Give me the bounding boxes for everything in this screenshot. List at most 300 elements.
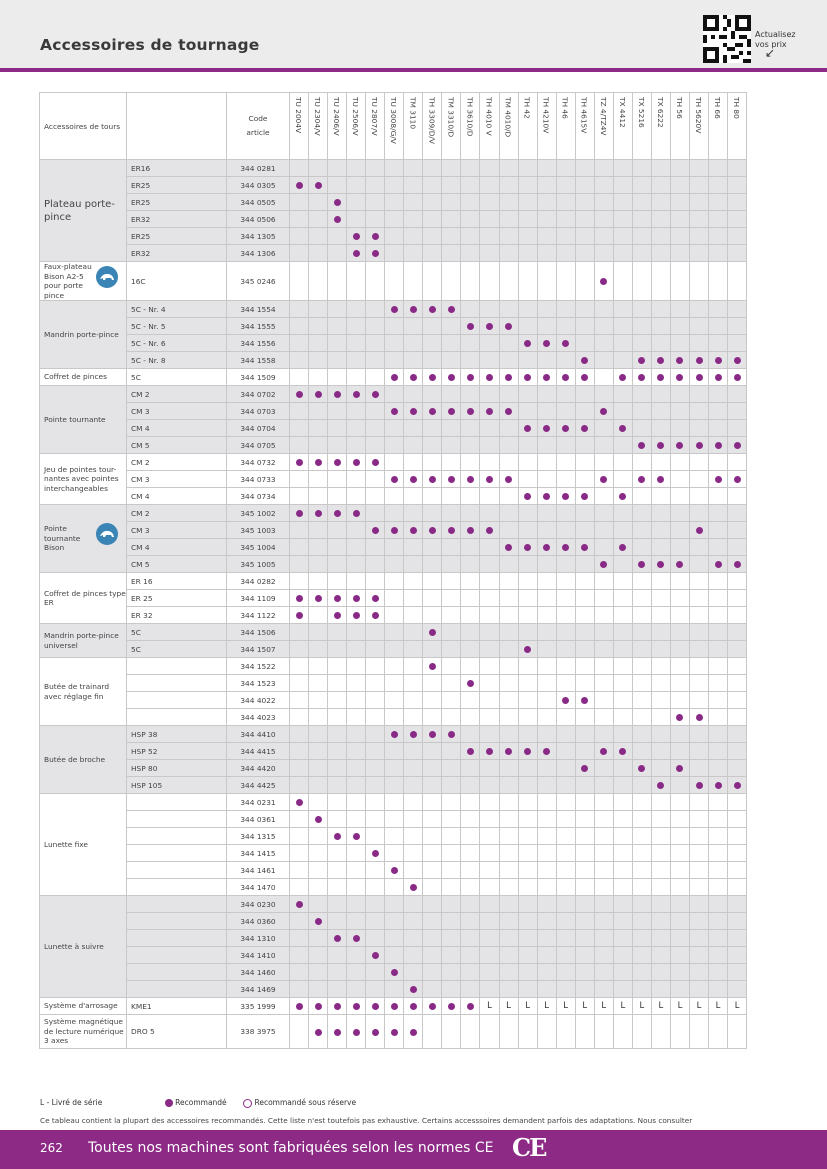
compat-cell (556, 177, 575, 194)
compat-cell (575, 675, 594, 692)
compat-cell (518, 607, 537, 624)
compat-cell (651, 471, 670, 488)
machine-name: TU 2807/V (370, 97, 380, 136)
recommended-dot-icon (562, 374, 569, 381)
compat-cell (728, 658, 747, 675)
compat-cell (442, 177, 461, 194)
compat-cell (499, 607, 518, 624)
compat-cell (537, 454, 556, 471)
compat-cell (480, 573, 499, 590)
recommended-dot-icon (315, 182, 322, 189)
compat-cell (594, 811, 613, 828)
group-label (40, 794, 127, 896)
recommended-dot-icon (334, 510, 341, 517)
compat-cell (594, 879, 613, 896)
update-prices-line-1: Actualisez (755, 30, 796, 39)
compat-cell (385, 471, 404, 488)
compat-cell (709, 947, 728, 964)
table-row (40, 245, 747, 262)
sub-type: HSP 38 (127, 726, 227, 743)
recommended-dot-icon (715, 442, 722, 449)
compat-cell (423, 607, 442, 624)
compat-cell (347, 658, 366, 675)
compat-cell (290, 913, 309, 930)
machine-name: TH 4615V (579, 97, 589, 134)
compat-cell (480, 301, 499, 318)
compat-cell (347, 896, 366, 913)
compat-cell (689, 262, 708, 301)
compat-cell (309, 228, 328, 245)
compat-cell (404, 913, 423, 930)
compat-cell (594, 386, 613, 403)
compat-cell (594, 947, 613, 964)
table-row (40, 981, 747, 998)
recommended-dot-icon (734, 357, 741, 364)
compat-cell (537, 301, 556, 318)
qr-code-icon[interactable] (703, 15, 751, 63)
compat-cell (632, 539, 651, 556)
compat-cell (613, 211, 632, 228)
compat-cell (518, 573, 537, 590)
compat-cell (442, 556, 461, 573)
compat-cell (347, 624, 366, 641)
article-code: 344 0703 (227, 403, 290, 420)
compat-cell (518, 262, 537, 301)
table-row (40, 947, 747, 964)
compat-cell (632, 845, 651, 862)
bison-logo-icon (96, 523, 118, 545)
machine-name: TM 3110 (408, 97, 418, 130)
compat-cell (290, 1015, 309, 1049)
compat-cell (518, 624, 537, 641)
compat-cell (423, 981, 442, 998)
recommended-dot-icon (410, 884, 417, 891)
table-row (40, 160, 747, 177)
compat-cell (347, 369, 366, 386)
compat-cell (613, 318, 632, 335)
compat-cell (461, 352, 480, 369)
compat-cell (499, 981, 518, 998)
recommended-dot-icon (734, 374, 741, 381)
compat-cell (366, 913, 385, 930)
compat-cell (423, 624, 442, 641)
compat-cell (632, 437, 651, 454)
compat-cell (518, 641, 537, 658)
compat-cell (537, 760, 556, 777)
compat-cell (689, 539, 708, 556)
compat-cell (556, 556, 575, 573)
compat-cell (728, 301, 747, 318)
accessories-table (39, 92, 747, 1049)
compat-cell (480, 607, 499, 624)
compat-cell (613, 177, 632, 194)
compat-cell (709, 828, 728, 845)
compat-cell (518, 930, 537, 947)
compat-cell (632, 947, 651, 964)
compat-cell (689, 335, 708, 352)
compat-cell (309, 913, 328, 930)
recommended-dot-icon (600, 561, 607, 568)
recommended-dot-icon (353, 935, 360, 942)
compat-cell (423, 879, 442, 896)
compat-cell (651, 386, 670, 403)
compat-cell (480, 454, 499, 471)
sub-type: CM 3 (127, 471, 227, 488)
compat-cell (499, 692, 518, 709)
compat-cell (632, 335, 651, 352)
compat-cell (651, 573, 670, 590)
compat-cell (499, 590, 518, 607)
article-code: 344 1410 (227, 947, 290, 964)
compat-cell (632, 420, 651, 437)
compat-cell (385, 245, 404, 262)
compat-cell (366, 862, 385, 879)
compat-cell (480, 964, 499, 981)
compat-cell (518, 454, 537, 471)
recommended-dot-icon (410, 408, 417, 415)
compat-cell (556, 505, 575, 522)
compat-cell (651, 624, 670, 641)
compat-cell (461, 896, 480, 913)
recommended-dot-icon (315, 1003, 322, 1010)
compat-cell (480, 743, 499, 760)
compat-cell (480, 947, 499, 964)
compat-cell (328, 709, 347, 726)
compat-cell (480, 556, 499, 573)
compat-cell (613, 947, 632, 964)
sub-type: CM 5 (127, 556, 227, 573)
sub-type: ER 25 (127, 590, 227, 607)
compat-cell (689, 573, 708, 590)
recommended-dot-icon (562, 493, 569, 500)
recommended-dot-icon (429, 374, 436, 381)
table-row (40, 194, 747, 211)
compat-cell (594, 335, 613, 352)
compat-cell (709, 369, 728, 386)
table-row (40, 573, 747, 590)
compat-cell (290, 590, 309, 607)
compat-cell (632, 641, 651, 658)
compat-cell (518, 726, 537, 743)
compat-cell (709, 522, 728, 539)
compat-cell (347, 471, 366, 488)
compat-cell (709, 879, 728, 896)
recommended-dot-icon (372, 1003, 379, 1010)
compat-cell (632, 177, 651, 194)
compat-cell (709, 352, 728, 369)
compat-cell (613, 845, 632, 862)
article-code: 344 0733 (227, 471, 290, 488)
recommended-dot-icon (467, 527, 474, 534)
compat-cell (575, 403, 594, 420)
compat-cell (728, 930, 747, 947)
recommended-dot-icon (543, 493, 550, 500)
compat-cell (518, 981, 537, 998)
compat-cell (404, 262, 423, 301)
recommended-dot-icon (467, 476, 474, 483)
compat-cell (670, 760, 689, 777)
recommended-dot-icon (372, 612, 379, 619)
compat-cell (442, 607, 461, 624)
compat-cell (613, 522, 632, 539)
machine-header (632, 93, 651, 160)
compat-cell (632, 522, 651, 539)
compat-cell (442, 998, 461, 1015)
machine-header (518, 93, 537, 160)
compat-cell (480, 845, 499, 862)
compat-cell (670, 930, 689, 947)
compat-cell (328, 743, 347, 760)
compat-cell (728, 692, 747, 709)
compat-cell (461, 160, 480, 177)
compat-cell (594, 505, 613, 522)
compat-cell (423, 794, 442, 811)
machine-name: TH 4010 V (484, 97, 494, 136)
compat-cell (594, 760, 613, 777)
compat-cell (613, 913, 632, 930)
compat-cell (366, 590, 385, 607)
sub-type (127, 709, 227, 726)
compat-cell (480, 811, 499, 828)
compat-cell (385, 692, 404, 709)
compat-cell (499, 964, 518, 981)
table-row (40, 420, 747, 437)
compat-cell (290, 930, 309, 947)
compat-cell (385, 811, 404, 828)
compat-cell (518, 709, 537, 726)
compat-cell (347, 964, 366, 981)
compat-cell (499, 437, 518, 454)
compat-cell (632, 981, 651, 998)
compat-cell (290, 505, 309, 522)
compat-cell (728, 335, 747, 352)
compat-cell (366, 726, 385, 743)
compat-cell (709, 573, 728, 590)
recommended-dot-icon (715, 561, 722, 568)
compat-cell (594, 981, 613, 998)
compat-cell (404, 845, 423, 862)
compat-cell (423, 539, 442, 556)
compat-cell (537, 369, 556, 386)
compat-cell (728, 641, 747, 658)
compat-cell (366, 930, 385, 947)
compat-cell (328, 386, 347, 403)
compat-cell (575, 777, 594, 794)
compat-cell (290, 896, 309, 913)
update-prices-label[interactable] (755, 30, 815, 50)
compat-cell (556, 760, 575, 777)
compat-cell (366, 641, 385, 658)
recommended-dot-icon (467, 408, 474, 415)
sub-type: 5C - Nr. 4 (127, 301, 227, 318)
compat-cell (575, 726, 594, 743)
compat-cell (499, 709, 518, 726)
compat-cell (556, 262, 575, 301)
recommended-dot-icon (638, 374, 645, 381)
compat-cell (651, 1015, 670, 1049)
recommended-dot-icon (696, 442, 703, 449)
compat-cell (290, 228, 309, 245)
compat-cell (594, 845, 613, 862)
compat-cell (290, 811, 309, 828)
compat-cell (537, 879, 556, 896)
recommended-dot-icon (543, 544, 550, 551)
compat-cell (442, 352, 461, 369)
compat-cell (575, 641, 594, 658)
compat-cell (632, 811, 651, 828)
sub-type: HSP 80 (127, 760, 227, 777)
compat-cell (575, 211, 594, 228)
recommended-dot-icon (296, 182, 303, 189)
compat-cell (709, 981, 728, 998)
compat-cell (728, 522, 747, 539)
compat-cell (461, 930, 480, 947)
recommended-dot-icon (372, 850, 379, 857)
table-row (40, 760, 747, 777)
compat-cell (309, 1015, 328, 1049)
compat-cell (575, 862, 594, 879)
compat-cell (670, 913, 689, 930)
compat-cell (709, 556, 728, 573)
compat-cell (709, 245, 728, 262)
compat-cell (594, 573, 613, 590)
sub-type (127, 658, 227, 675)
compat-cell (728, 981, 747, 998)
compat-cell (651, 981, 670, 998)
compat-cell (461, 505, 480, 522)
recommended-dot-icon (505, 476, 512, 483)
compat-cell (461, 862, 480, 879)
compat-cell (480, 709, 499, 726)
compat-cell (404, 794, 423, 811)
compat-cell (613, 879, 632, 896)
compat-cell (537, 743, 556, 760)
compat-cell (613, 964, 632, 981)
compat-cell (423, 505, 442, 522)
compat-cell (366, 245, 385, 262)
compat-cell (670, 318, 689, 335)
compat-cell (709, 930, 728, 947)
compat-cell (423, 692, 442, 709)
article-code: 344 0702 (227, 386, 290, 403)
compat-cell (556, 301, 575, 318)
compat-cell (670, 794, 689, 811)
compat-cell (461, 1015, 480, 1049)
compat-cell (613, 828, 632, 845)
compat-cell (404, 386, 423, 403)
compat-cell (728, 160, 747, 177)
compat-cell (670, 403, 689, 420)
compat-cell (328, 607, 347, 624)
machine-name: TH 3309/D/V (427, 97, 437, 144)
compat-cell (709, 505, 728, 522)
recommended-dot-icon (581, 697, 588, 704)
compat-cell (613, 862, 632, 879)
compat-cell (575, 318, 594, 335)
compat-cell (309, 437, 328, 454)
compat-cell (670, 437, 689, 454)
compat-cell (309, 760, 328, 777)
compat-cell (575, 262, 594, 301)
compat-cell (404, 352, 423, 369)
compat-cell (366, 539, 385, 556)
compat-cell (709, 1015, 728, 1049)
compat-cell (613, 726, 632, 743)
compat-cell (499, 505, 518, 522)
compat-cell (385, 862, 404, 879)
compat-cell (556, 777, 575, 794)
compat-cell (290, 624, 309, 641)
compat-cell (575, 624, 594, 641)
compat-cell (556, 811, 575, 828)
compat-cell (575, 930, 594, 947)
compat-cell (556, 403, 575, 420)
compat-cell (385, 352, 404, 369)
table-row (40, 777, 747, 794)
machine-name: TH 42 (522, 97, 532, 119)
compat-cell (461, 811, 480, 828)
article-code: 344 4410 (227, 726, 290, 743)
compat-cell (499, 352, 518, 369)
compat-cell (423, 369, 442, 386)
compat-cell (518, 811, 537, 828)
compat-cell (728, 964, 747, 981)
compat-cell (556, 828, 575, 845)
compat-cell (594, 522, 613, 539)
compat-cell (670, 590, 689, 607)
compat-cell (499, 947, 518, 964)
compat-cell (689, 675, 708, 692)
compat-cell (404, 675, 423, 692)
compat-cell (518, 335, 537, 352)
compat-cell (689, 947, 708, 964)
compat-cell (480, 726, 499, 743)
compat-cell (480, 879, 499, 896)
compat-cell (423, 828, 442, 845)
compat-cell (670, 301, 689, 318)
compat-cell (575, 828, 594, 845)
article-code: 344 1523 (227, 675, 290, 692)
compat-cell (594, 160, 613, 177)
compat-cell (651, 947, 670, 964)
recommended-dot-icon (391, 374, 398, 381)
compat-cell (347, 262, 366, 301)
compat-cell (404, 211, 423, 228)
serie-mark: L (696, 1001, 702, 1011)
compat-cell (404, 471, 423, 488)
compat-cell (461, 692, 480, 709)
recommended-dot-icon (734, 476, 741, 483)
compat-cell (537, 811, 556, 828)
compat-cell (556, 590, 575, 607)
article-code: 344 1122 (227, 607, 290, 624)
machine-header (556, 93, 575, 160)
compat-cell (385, 386, 404, 403)
compat-cell (689, 777, 708, 794)
compat-cell (347, 177, 366, 194)
compat-cell (347, 335, 366, 352)
compat-cell (518, 964, 537, 981)
compat-cell (328, 964, 347, 981)
compat-cell (347, 794, 366, 811)
recommended-dot-icon (619, 544, 626, 551)
sub-type (127, 862, 227, 879)
group-label (40, 896, 127, 998)
compat-cell (461, 262, 480, 301)
compat-cell (594, 318, 613, 335)
compat-cell (385, 556, 404, 573)
recommended-dot-icon (391, 527, 398, 534)
